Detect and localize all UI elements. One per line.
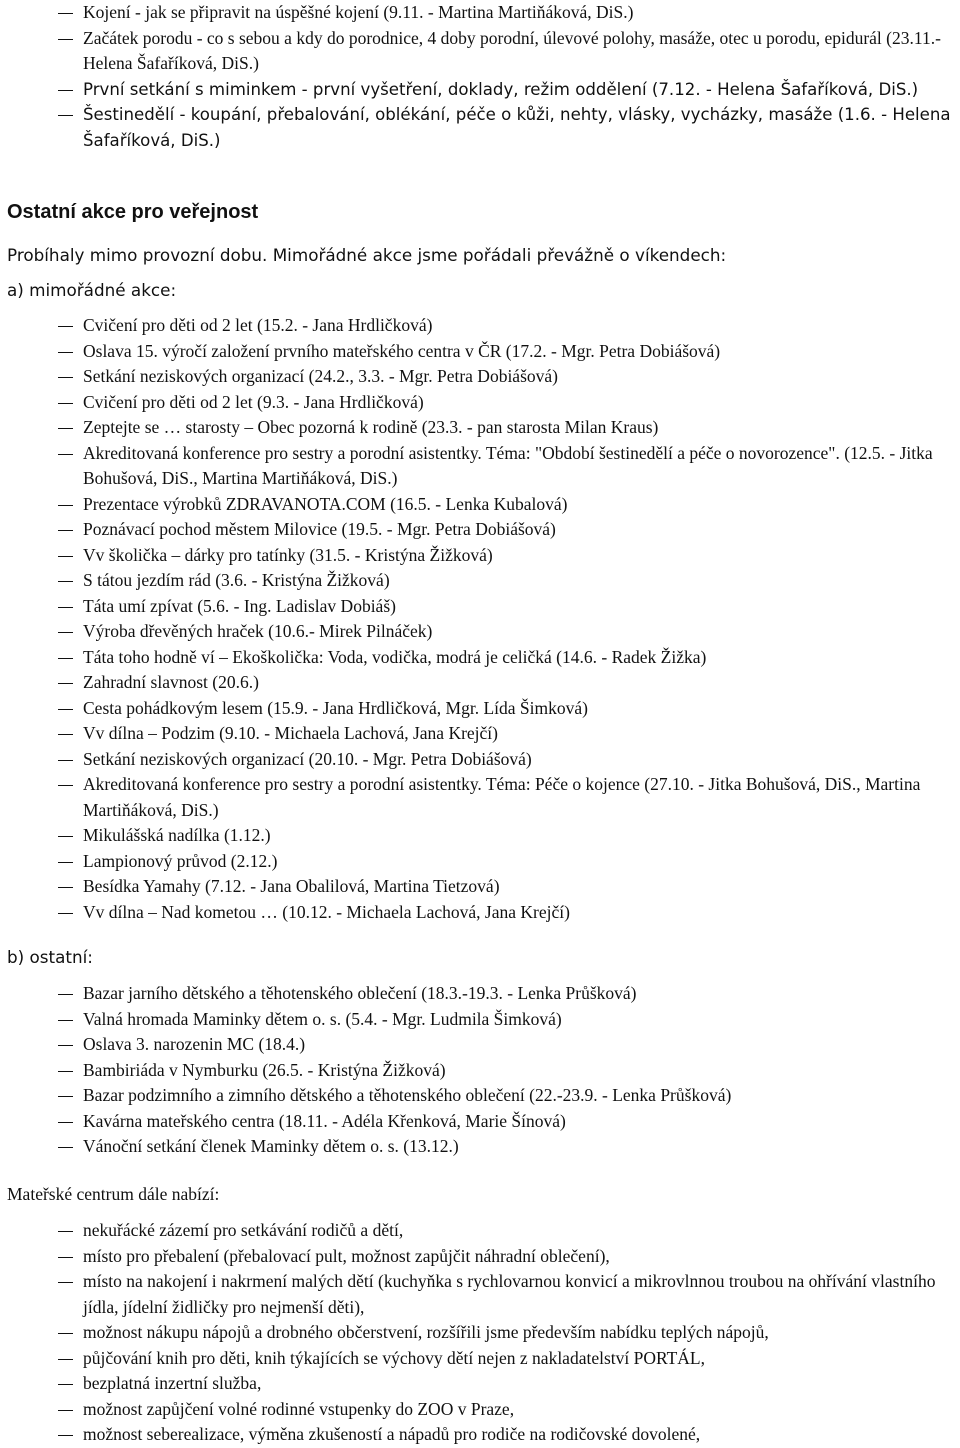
list-item: Kojení - jak se připravit na úspěšné kojení (9.11. - Martina Martiňáková, DiS.) (0, 0, 960, 26)
list-item: Bazar jarního dětského a těhotenského oblečení (18.3.-19.3. - Lenka Průšková) (0, 981, 960, 1007)
list-item: Besídka Yamahy (7.12. - Jana Obalilová, Martina Tietzová) (0, 874, 960, 900)
list-item: Vv dílna – Podzim (9.10. - Michaela Lachová, Jana Krejčí) (0, 721, 960, 747)
list-item: možnost zapůjčení volné rodinné vstupenky do ZOO v Praze, (0, 1397, 960, 1423)
list-item: Bazar podzimního a zimního dětského a těhotenského oblečení (22.-23.9. - Lenka Průšková) (0, 1083, 960, 1109)
offers-label: Mateřské centrum dále nabízí: (7, 1184, 220, 1204)
list-item: Kavárna mateřského centra (18.11. - Adéla Křenková, Marie Šínová) (0, 1109, 960, 1135)
list-item: místo pro přebalení (přebalovací pult, možnost zapůjčit náhradní oblečení), (0, 1244, 960, 1270)
top-list (0, 0, 960, 153)
offers-label-block (0, 1182, 960, 1207)
list-item: Akreditovaná konference pro sestry a porodní asistentky. Téma: Péče o kojence (27.10. - Jitka Bohušová, DiS., Martina Martiňáková, DiS.) (0, 772, 960, 823)
list-a (0, 313, 960, 925)
list-item: Oslava 15. výročí založení prvního mateřského centra v ČR (17.2. - Mgr. Petra Dobiášová) (0, 339, 960, 365)
list-item: místo na nakojení i nakrmení malých dětí (kuchyňka s rychlovarnou konvicí a mikrovlnnou troubou na ohřívání vlastního jídla, jídelní židličky pro nejmenší děti), (0, 1269, 960, 1320)
list-item: Akreditovaná konference pro sestry a porodní asistentky. Téma: "Období šestinedělí a péče o novorozence". (12.5. - Jitka Bohušová, DiS., Martina Martiňáková, DiS.) (0, 441, 960, 492)
list-item: Vv školička – dárky pro tatínky (31.5. - Kristýna Žižková) (0, 543, 960, 569)
list-item: Začátek porodu - co s sebou a kdy do porodnice, 4 doby porodní, úlevové polohy, masáže, otec u porodu, epidurál (23.11.- Helena Šafaříková, DiS.) (0, 26, 960, 77)
list-item: Vánoční setkání členek Maminky dětem o. s. (13.12.) (0, 1134, 960, 1160)
list-item: Cvičení pro děti od 2 let (9.3. - Jana Hrdličková) (0, 390, 960, 416)
list-item: Prezentace výrobků ZDRAVANOTA.COM (16.5. - Lenka Kubalová) (0, 492, 960, 518)
label-b: b) ostatní: (7, 947, 93, 967)
list-item: Setkání neziskových organizací (24.2., 3.3. - Mgr. Petra Dobiášová) (0, 364, 960, 390)
list-item: Vv dílna – Nad kometou … (10.12. - Michaela Lachová, Jana Krejčí) (0, 900, 960, 926)
section-heading-block (0, 198, 960, 226)
offers-list-block (0, 1218, 960, 1448)
list-item: Cesta pohádkovým lesem (15.9. - Jana Hrdličková, Mgr. Lída Šimková) (0, 696, 960, 722)
label-b-block (0, 945, 960, 970)
list-item: možnost seberealizace, výměna zkušeností a nápadů pro rodiče na rodičovské dovolené, (0, 1422, 960, 1448)
list-item: půjčování knih pro děti, knih týkajících se výchovy dětí nejen z nakladatelství PORTÁL, (0, 1346, 960, 1372)
section-heading: Ostatní akce pro veřejnost (7, 201, 259, 223)
list-item: Lampionový průvod (2.12.) (0, 849, 960, 875)
list-b (0, 981, 960, 1160)
list-b-block (0, 981, 960, 1160)
list-item: Poznávací pochod městem Milovice (19.5. - Mgr. Petra Dobiášová) (0, 517, 960, 543)
top-list-block (0, 0, 960, 153)
list-item: Šestinedělí - koupání, přebalování, oblékání, péče o kůži, nehty, vlásky, vycházky, masáže (1.6. - Helena Šafaříková, DiS.) (0, 102, 960, 153)
list-item: bezplatná inzertní služba, (0, 1371, 960, 1397)
intro-text: Probíhaly mimo provozní dobu. Mimořádné akce jsme pořádali převážně o víkendech: (7, 245, 727, 265)
list-item: První setkání s miminkem - první vyšetření, doklady, režim oddělení (7.12. - Helena Šafaříková, DiS.) (0, 77, 960, 103)
label-a: a) mimořádné akce: (7, 280, 177, 300)
list-a-block (0, 313, 960, 925)
list-item: Zahradní slavnost (20.6.) (0, 670, 960, 696)
list-item: nekuřácké zázemí pro setkávání rodičů a dětí, (0, 1218, 960, 1244)
list-item: možnost nákupu nápojů a drobného občerstvení, rozšířili jsme především nabídku teplých nápojů, (0, 1320, 960, 1346)
list-item: Cvičení pro děti od 2 let (15.2. - Jana Hrdličková) (0, 313, 960, 339)
label-a-block (0, 278, 960, 303)
list-item: Táta toho hodně ví – Ekoškolička: Voda, vodička, modrá je celičká (14.6. - Radek Žižka) (0, 645, 960, 671)
list-item: Táta umí zpívat (5.6. - Ing. Ladislav Dobiáš) (0, 594, 960, 620)
offers-list (0, 1218, 960, 1448)
list-item: Setkání neziskových organizací (20.10. - Mgr. Petra Dobiášová) (0, 747, 960, 773)
intro-block (0, 243, 960, 268)
list-item: Výroba dřevěných hraček (10.6.- Mirek Pilnáček) (0, 619, 960, 645)
list-item: Zeptejte se … starosty – Obec pozorná k rodině (23.3. - pan starosta Milan Kraus) (0, 415, 960, 441)
list-item: Valná hromada Maminky dětem o. s. (5.4. - Mgr. Ludmila Šimková) (0, 1007, 960, 1033)
list-item: Oslava 3. narozenin MC (18.4.) (0, 1032, 960, 1058)
list-item: Bambiriáda v Nymburku (26.5. - Kristýna Žižková) (0, 1058, 960, 1084)
list-item: S tátou jezdím rád (3.6. - Kristýna Žižková) (0, 568, 960, 594)
list-item: Mikulášská nadílka (1.12.) (0, 823, 960, 849)
